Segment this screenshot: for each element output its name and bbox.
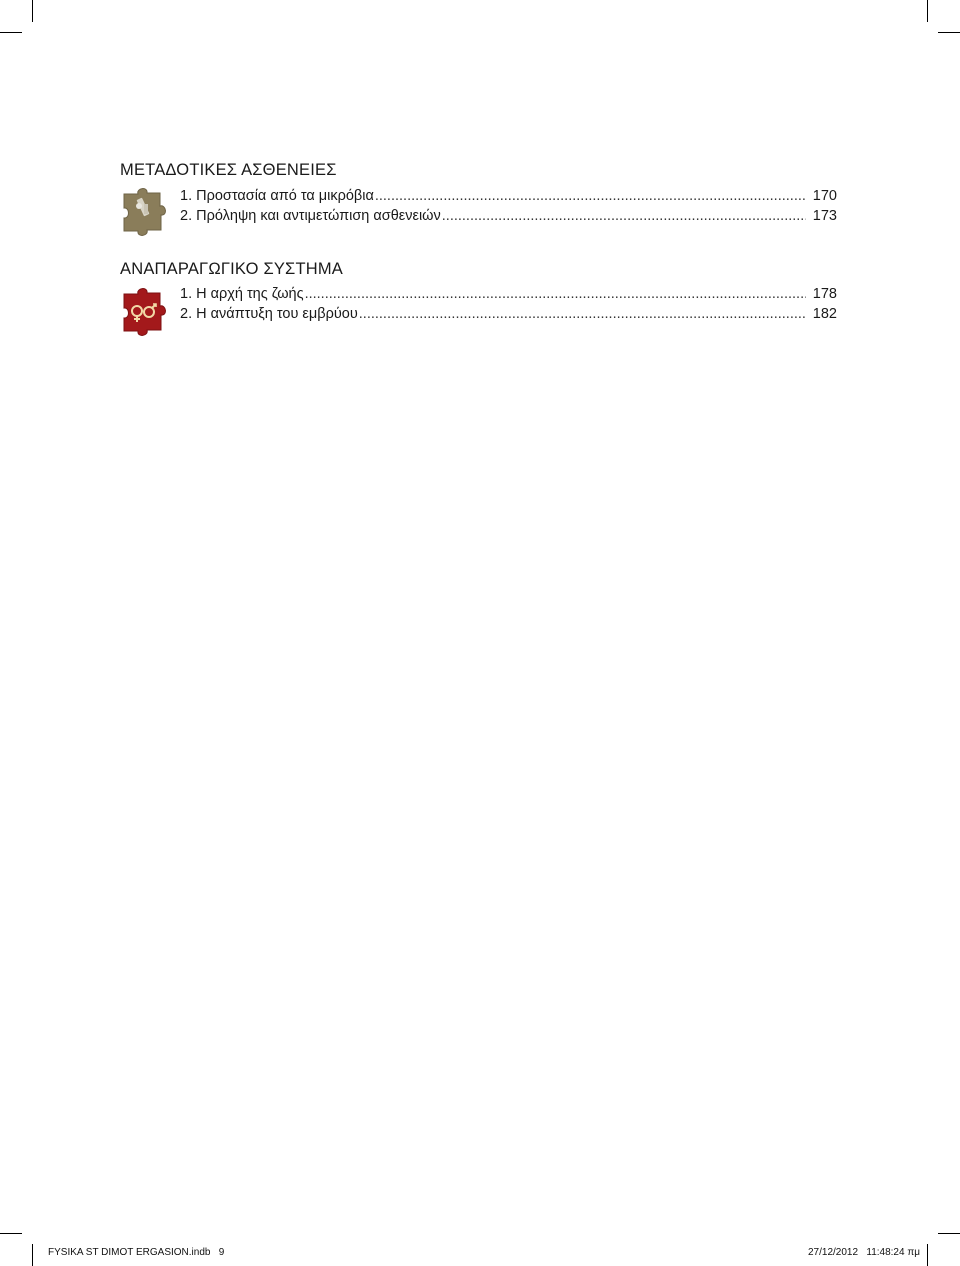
toc-entries [120,284,837,324]
entry-label: 1. Προστασία από τα μικρόβια [180,188,374,204]
section-title: ΜΕΤΑΔΟΤΙΚΕΣ ΑΣΘΕΝΕΙΕΣ [120,161,337,179]
toc-entry[interactable] [180,304,837,324]
crop-mark-bottom-left [32,1244,33,1266]
footer-file-name: FYSIKA ST DIMOT ERGASION.indb 9 [48,1247,225,1258]
crop-mark-top-left [32,0,33,22]
dot-leader [442,206,806,226]
crop-mark-top-right [927,0,928,22]
entry-label: 2. Η ανάπτυξη του εμβρύου [180,306,358,322]
entry-label: 2. Πρόληψη και αντιμετώπιση ασθενειών [180,208,441,224]
crop-mark-top-left-h [0,32,22,33]
toc-entry[interactable] [180,186,837,206]
dot-leader [305,284,806,304]
dot-leader [375,186,806,206]
crop-mark-top-right-h [938,32,960,33]
entry-label: 1. Η αρχή της ζωής [180,286,304,302]
entry-page-number: 170 [812,188,837,204]
dot-leader [359,304,806,324]
toc-entry[interactable] [180,284,837,304]
entry-page-number: 182 [812,306,837,322]
crop-mark-bottom-left-h [0,1233,22,1234]
entry-page-number: 178 [812,286,837,302]
puzzle-piece-gender-symbols-icon [120,284,176,340]
crop-mark-bottom-right-h [938,1233,960,1234]
section-title: ΑΝΑΠΑΡΑΓΩΓΙΚΟ ΣΥΣΤΗΜΑ [120,260,343,278]
crop-mark-bottom-right [927,1244,928,1266]
footer-timestamp: 27/12/2012 11:48:24 πμ [807,1247,920,1258]
toc-section-infectious-diseases [120,159,837,226]
puzzle-piece-medical-icon [120,184,176,240]
toc-section-reproductive-system [120,258,837,324]
entry-page-number: 173 [812,208,837,224]
toc-entries [120,186,837,226]
toc-entry[interactable] [180,206,837,226]
